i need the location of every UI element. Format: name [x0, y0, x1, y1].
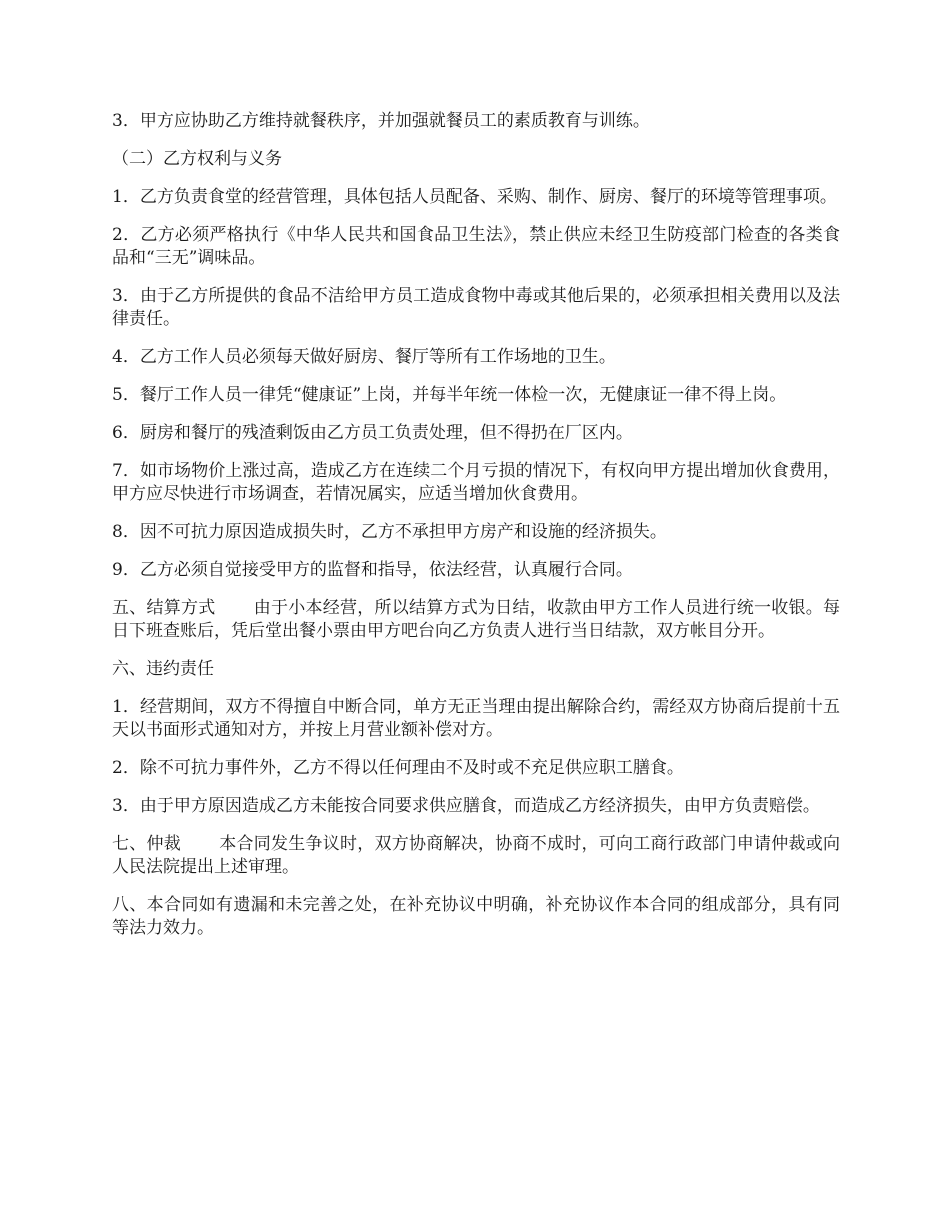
clause-b6: 6．厨房和餐厅的残渣剩饭由乙方员工负责处理，但不得扔在厂区内。: [112, 423, 633, 443]
section-supplement: 八、本合同如有遗漏和未完善之处，在补充协议中明确，补充协议作本合同的组成部分，具有同等法力效力。: [112, 895, 840, 938]
clause-breach-1: 1．经营期间，双方不得擅自中断合同，单方无正当理由提出解除合约，需经双方协商后提前十五天以书面形式通知对方，并按上月营业额补偿对方。: [112, 697, 840, 740]
section-settlement-body: 由于小本经营，所以结算方式为日结，收款由甲方工作人员进行统一收银。每日下班查账后，凭后堂出餐小票由甲方吧台向乙方负责人进行当日结款，双方帐目分开。: [112, 598, 840, 641]
clause-a3: 3．甲方应协助乙方维持就餐秩序，并加强就餐员工的素质教育与训练。: [112, 111, 650, 131]
section-heading-breach: 六、违约责任: [112, 659, 214, 679]
clause-b5: 5．餐厅工作人员一律凭“健康证”上岗，并每半年统一体检一次，无健康证一律不得上岗。: [112, 385, 787, 405]
clause-b9: 9．乙方必须自觉接受甲方的监督和指导，依法经营，认真履行合同。: [112, 560, 633, 580]
section-settlement: [112, 597, 840, 643]
section-arbitration: [112, 833, 840, 879]
clause-b2: 2．乙方必须严格执行《中华人民共和国食品卫生法》，禁止供应未经卫生防疫部门检查的各类食品和“三无”调味品。: [112, 225, 840, 268]
section-settlement-title: 五、结算方式: [112, 598, 216, 618]
clause-breach-3: 3．由于甲方原因造成乙方未能按合同要求供应膳食，而造成乙方经济损失，由甲方负责赔偿。: [112, 796, 820, 816]
section-arbitration-body: 本合同发生争议时，双方协商解决，协商不成时，可向工商行政部门申请仲裁或向人民法院提出上述审理。: [112, 834, 840, 877]
section-arbitration-title: 七、仲裁: [112, 834, 181, 854]
clause-b8: 8．因不可抗力原因造成损失时，乙方不承担甲方房产和设施的经济损失。: [112, 522, 667, 542]
clause-b4: 4．乙方工作人员必须每天做好厨房、餐厅等所有工作场地的卫生。: [112, 347, 616, 367]
clause-b3: 3．由于乙方所提供的食品不洁给甲方员工造成食物中毒或其他后果的，必须承担相关费用以及法律责任。: [112, 286, 840, 329]
clause-breach-2: 2．除不可抗力事件外，乙方不得以任何理由不及时或不充足供应职工膳食。: [112, 758, 684, 778]
section-heading-party-b-rights: （二）乙方权利与义务: [112, 149, 282, 169]
document-page: [112, 110, 840, 955]
clause-b1: 1．乙方负责食堂的经营管理，具体包括人员配备、采购、制作、厨房、餐厅的环境等管理事项。: [112, 187, 837, 207]
clause-b7: 7．如市场物价上涨过高，造成乙方在连续二个月亏损的情况下，有权向甲方提出增加伙食费用，甲方应尽快进行市场调查，若情况属实，应适当增加伙食费用。: [112, 461, 840, 504]
